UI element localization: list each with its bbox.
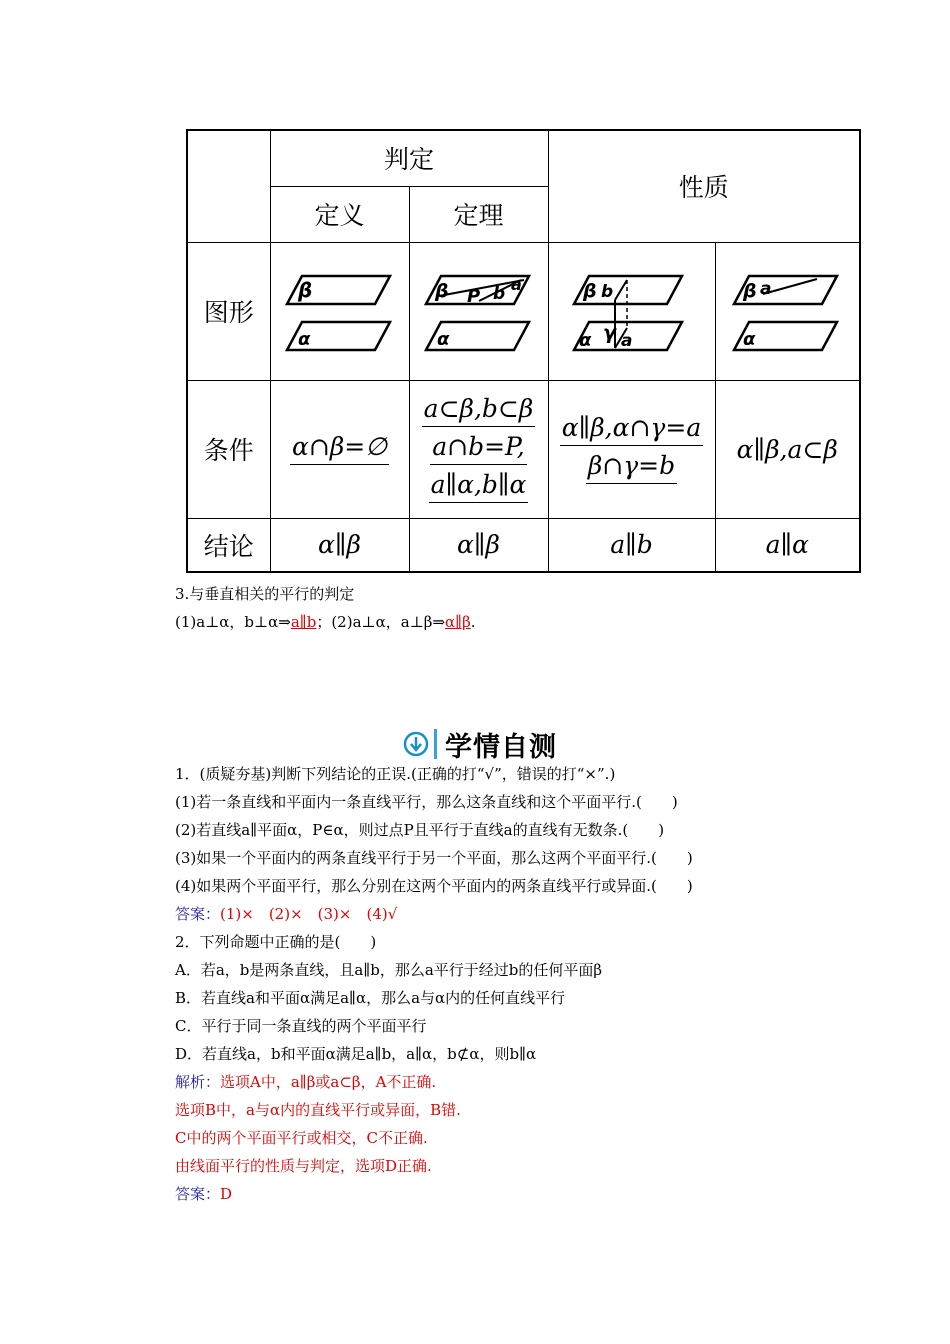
- label-p: P: [466, 286, 480, 307]
- figure-property2: [715, 242, 860, 380]
- q2-analysis-2: 选项B中，a与α内的直线平行或异面，B错.: [175, 1101, 461, 1119]
- section-banner: [403, 727, 557, 761]
- figure-theorem: [409, 242, 548, 380]
- condition-theorem: a⊂β,b⊂β a∩b=P, a∥α,b∥α: [409, 380, 548, 518]
- label-a: a: [760, 279, 772, 299]
- label-gamma: γ: [602, 322, 616, 344]
- conclusion-theorem: α∥β: [409, 518, 548, 572]
- label-alpha: α: [436, 329, 449, 350]
- header-judge: 判定: [270, 130, 548, 186]
- label-beta: β: [582, 280, 597, 302]
- answer-blank-1: a∥b: [290, 613, 317, 631]
- q1-answer: [175, 904, 397, 924]
- banner-title: 学情自测: [445, 731, 557, 763]
- row-label-condition: 条件: [187, 380, 270, 518]
- row-label-figure: 图形: [187, 242, 270, 380]
- conclusion-property1: a∥b: [548, 518, 715, 572]
- property-figure-gamma: [567, 266, 697, 356]
- label-a: a: [620, 331, 632, 351]
- header-theorem: 定理: [409, 186, 548, 242]
- q2-analysis-3: C中的两个平面平行或相交，C不正确.: [175, 1129, 428, 1147]
- banner-divider: [434, 729, 437, 759]
- label-a: a: [510, 275, 522, 294]
- conclusion-property2: a∥α: [715, 518, 860, 572]
- q2-option-c: C．平行于同一条直线的两个平面平行: [175, 1017, 427, 1035]
- label-beta: β: [297, 278, 312, 302]
- label-b: b: [492, 284, 505, 304]
- parallel-planes-table: [186, 129, 861, 573]
- table-corner-cell: [187, 130, 270, 242]
- header-definition: 定义: [270, 186, 409, 242]
- label-alpha: α: [578, 330, 591, 351]
- header-property: 性质: [548, 130, 860, 242]
- theorem-figure: [419, 266, 539, 356]
- answer-label: 答案：: [175, 905, 221, 923]
- answer-blank-2: α∥β: [445, 613, 471, 631]
- answer-label: 答案：: [175, 1185, 221, 1203]
- label-beta: β: [743, 280, 757, 302]
- figure-property1: [548, 242, 715, 380]
- label-alpha: α: [297, 329, 310, 350]
- condition-definition: α∩β=∅: [270, 380, 409, 518]
- section3-statement: (1)a⊥α，b⊥α⇒a∥b；(2)a⊥α，a⊥β⇒α∥β.: [175, 613, 476, 631]
- label-beta: β: [434, 280, 449, 302]
- property-figure-line: [727, 266, 847, 356]
- answer-text: D: [220, 1185, 233, 1203]
- q2-stem: 2．下列命题中正确的是( ): [175, 933, 377, 951]
- row-label-conclusion: 结论: [187, 518, 270, 572]
- label-alpha: α: [743, 329, 756, 350]
- figure-definition: [270, 242, 409, 380]
- q1-item-3: (3)如果一个平面内的两条直线平行于另一个平面，那么这两个平面平行.( ): [175, 849, 693, 867]
- label-b: b: [600, 282, 613, 302]
- q2-answer: [175, 1184, 232, 1204]
- down-arrow-circle-icon: [403, 731, 429, 757]
- conclusion-definition: α∥β: [270, 518, 409, 572]
- q1-stem: 1．(质疑夯基)判断下列结论的正误.(正确的打“√”，错误的打“×”.): [175, 765, 616, 783]
- analysis-label: 解析：: [175, 1073, 221, 1091]
- q2-analysis-4: 由线面平行的性质与判定，选项D正确.: [175, 1157, 432, 1175]
- condition-property2: α∥β,a⊂β: [715, 380, 860, 518]
- parallel-planes-figure: [280, 266, 400, 356]
- q1-item-2: (2)若直线a∥平面α，P∈α，则过点P且平行于直线a的直线有无数条.( ): [175, 821, 665, 839]
- q2-option-d: D．若直线a，b和平面α满足a∥b，a∥α，b⊄α，则b∥α: [175, 1045, 537, 1063]
- q2-analysis-1: 解析：选项A中，a∥β或a⊂β，A不正确.: [175, 1073, 437, 1091]
- q2-option-b: B．若直线a和平面α满足a∥α，那么a与α内的任何直线平行: [175, 989, 566, 1007]
- answer-text: (1)× (2)× (3)× (4)√: [220, 905, 398, 923]
- condition-property1: $\frac{\alpha\parallel\beta,\alpha\cap\gamma=a}{\beta\cap\gamma=b}$: [548, 380, 715, 518]
- q1-item-4: (4)如果两个平面平行，那么分别在这两个平面内的两条直线平行或异面.( ): [175, 877, 693, 895]
- section3-title: 3.与垂直相关的平行的判定: [175, 585, 355, 603]
- q2-option-a: A．若a，b是两条直线，且a∥b，那么a平行于经过b的任何平面β: [175, 961, 603, 979]
- q1-item-1: (1)若一条直线和平面内一条直线平行，那么这条直线和这个平面平行.( ): [175, 793, 678, 811]
